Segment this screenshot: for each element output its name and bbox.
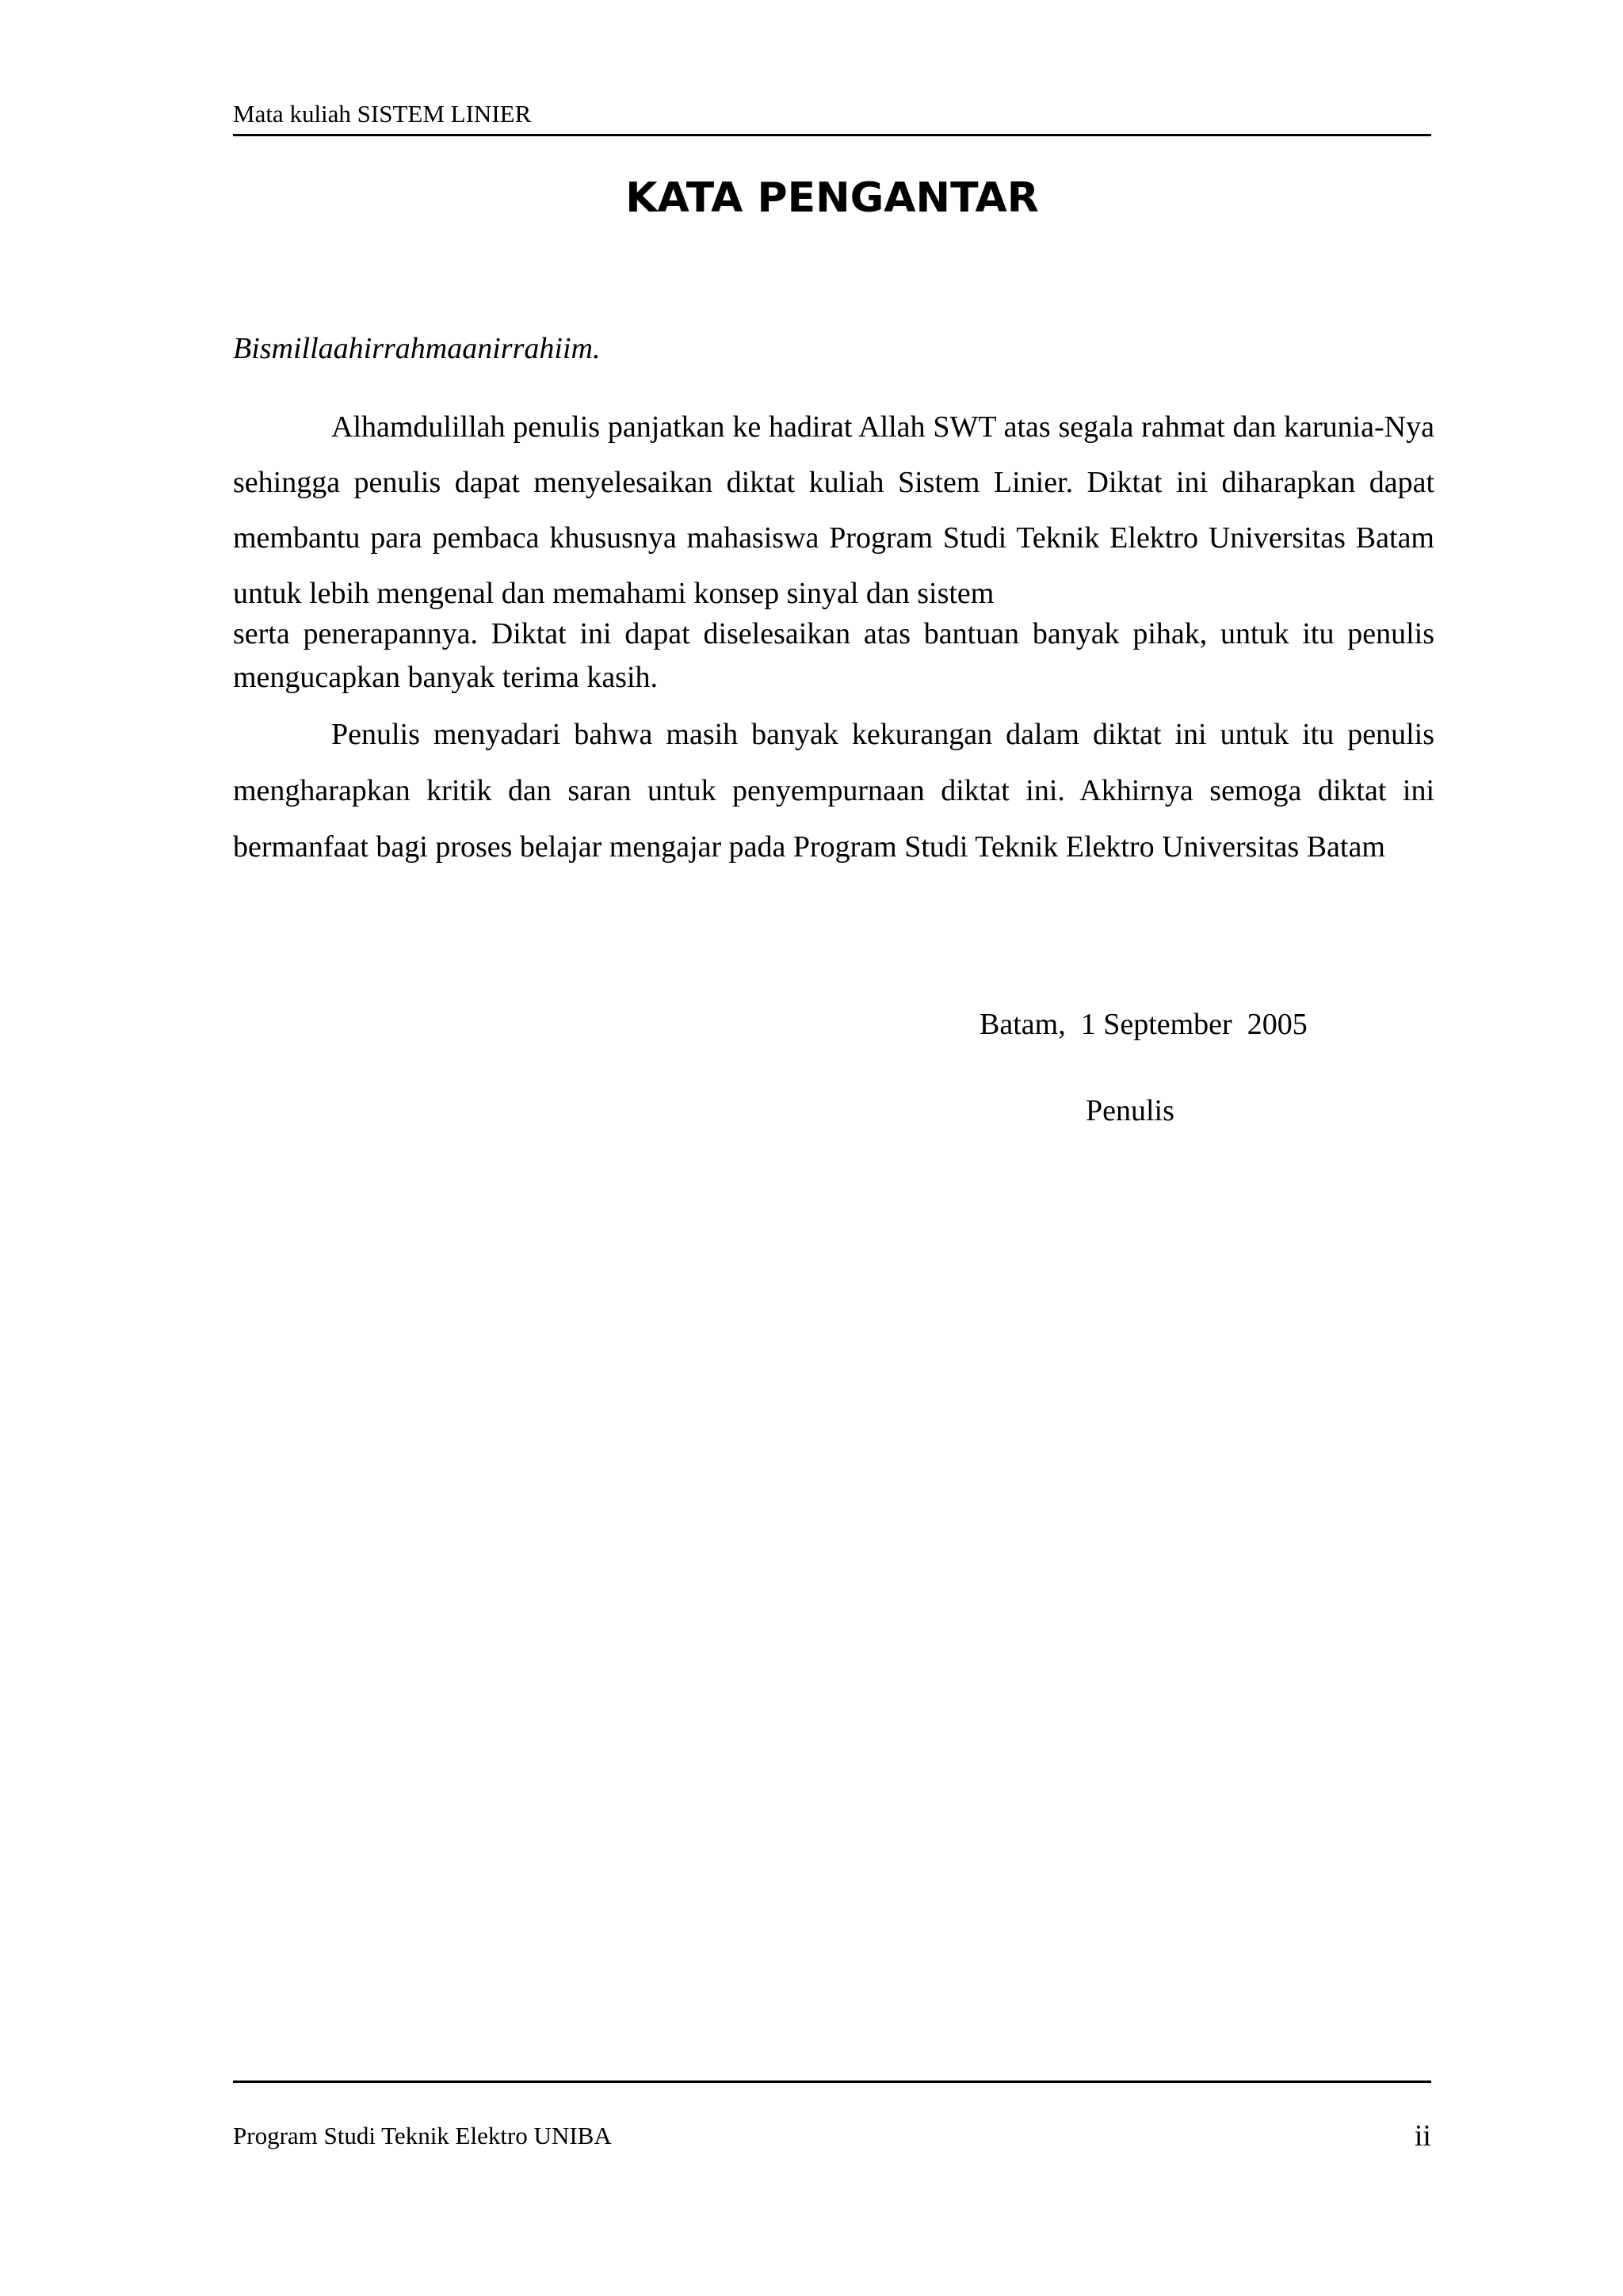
signer-name: Penulis: [1086, 1094, 1174, 1127]
header-divider: [233, 134, 1431, 136]
place-and-date: Batam, 1 September 2005: [980, 1008, 1308, 1041]
running-footer: Program Studi Teknik Elektro UNIBA: [233, 2122, 612, 2149]
body-paragraph-2: Penulis menyadari bahwa masih banyak kekurangan dalam diktat ini untuk itu penulis mengharapkan kritik dan saran untuk penyempurnaan diktat ini. Akhirnya semoga diktat ini bermanfaat bagi proses belajar mengajar pada Program Studi Teknik Elektro Universitas Batam: [233, 718, 1434, 864]
running-header: Mata kuliah SISTEM LINIER: [233, 100, 532, 128]
body-paragraph-1: Alhamdulillah penulis panjatkan ke hadirat Allah SWT atas segala rahmat dan karunia-Nya sehingga penulis dapat menyelesaikan diktat kuliah Sistem Linier. Diktat ini diharapkan dapat membantu para pembaca khususnya mahasiswa Program Studi Teknik Elektro Universitas Batam untuk lebih mengenal dan memahami konsep sinyal dan sistem: [233, 410, 1434, 610]
opening-greeting: Bismillaahirrahmaanirrahiim.: [233, 332, 601, 365]
footer-divider: [233, 2081, 1431, 2083]
body-paragraph-1-continuation: serta penerapannya. Diktat ini dapat diselesaikan atas bantuan banyak pihak, untuk itu penulis mengucapkan banyak terima kasih.: [233, 617, 1434, 694]
page-number: ii: [1414, 2119, 1431, 2153]
page-title: KATA PENGANTAR: [625, 174, 1039, 222]
